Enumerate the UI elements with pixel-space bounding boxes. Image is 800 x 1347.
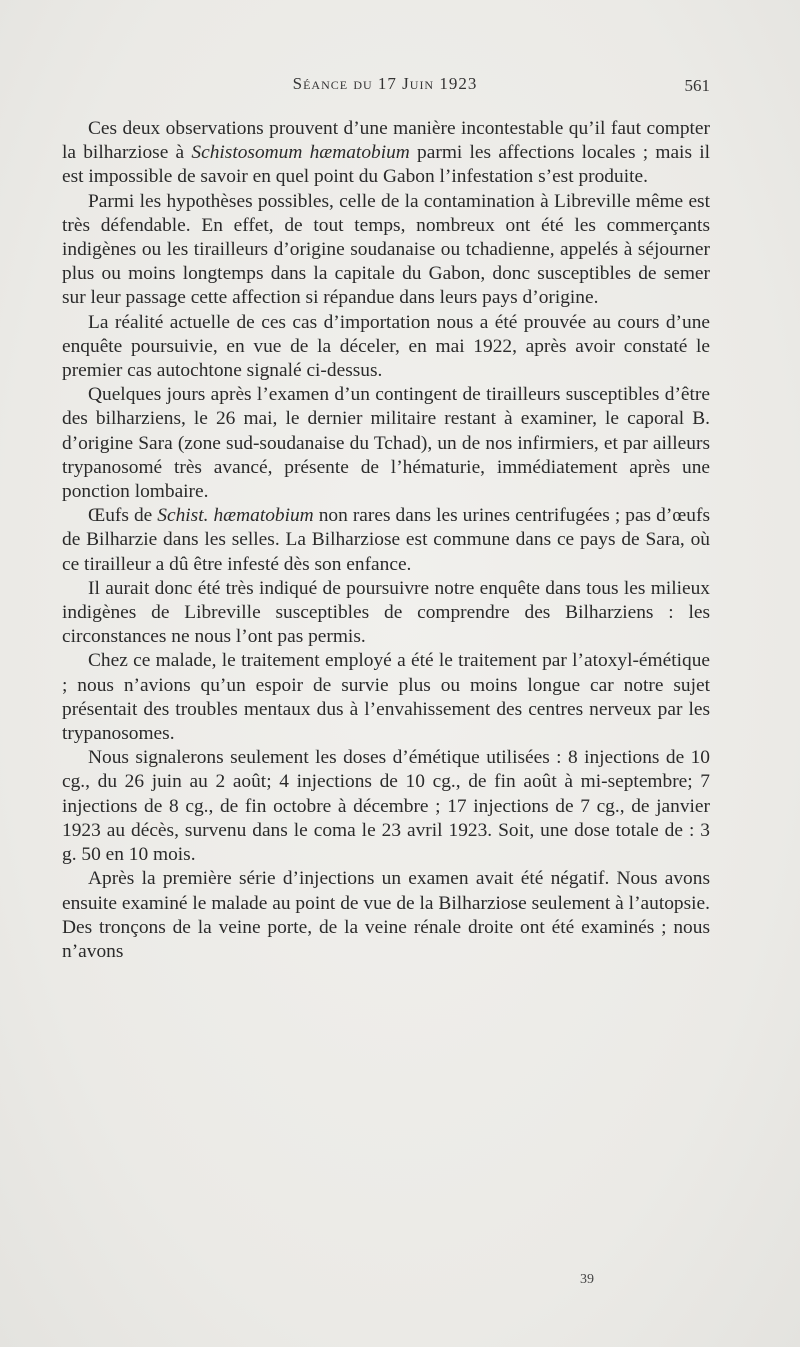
- italic-term: Schistosomum hæmatobium: [191, 142, 410, 164]
- italic-term: Schist. hæmatobium: [157, 505, 314, 527]
- paragraph: [62, 117, 710, 190]
- paragraph: [62, 311, 710, 384]
- paragraph: [62, 746, 710, 867]
- text-run: Il aurait donc été très indiqué de poursuivre notre enquête dans tous les milieux indigènes de Libreville susceptibles de comprendre des Bilharziens : les circonstances ne nous l’ont pas permis.: [62, 577, 710, 648]
- text-run: Après la première série d’injections un examen avait été négatif. Nous avons ensuite examiné le malade au point de vue de la Bilharziose seulement à l’autopsie. Des tronçons de la veine porte, de la veine rénale droite ont été examinés ; nous n’avons: [62, 868, 710, 962]
- text-run: Quelques jours après l’examen d’un contingent de tirailleurs susceptibles d’être des bilharziens, le 26 mai, le dernier militaire restant à examiner, le caporal B. d’origine Sara (zone sud-soudanaise du Tchad), un de nos infirmiers, et par ailleurs trypanosomé très avancé, présente de l’hématurie, immédiatement après une ponction lombaire.: [62, 384, 710, 503]
- paragraph: [62, 190, 710, 311]
- paragraph: [62, 649, 710, 746]
- body-text: [62, 117, 710, 964]
- paragraph: [62, 577, 710, 650]
- paragraph: [62, 383, 710, 504]
- text-run: Nous signalerons seulement les doses d’émétique utilisées : 8 injections de 10 cg., du 26 juin au 2 août; 4 injections de 10 cg., de fin août à mi-septembre; 7 injections de 8 cg., de fin octobre à décembre ; 17 injections de 7 cg., de janvier 1923 au décès, survenu dans le coma le 23 avril 1923. Soit, une dose totale de : 3 g. 50 en 10 mois.: [62, 747, 710, 866]
- text-run: Ces deux observations prouvent d’une manière incontestable qu’il faut compter la bilharziose à: [62, 118, 710, 164]
- page-header: [60, 74, 710, 104]
- text-run: parmi les affections locales ; mais il est impossible de savoir en quel point du Gabon l’infestation s’est produite.: [62, 142, 711, 188]
- paragraph: [62, 504, 710, 577]
- text-run: non rares dans les urines centrifugées ; pas d’œufs de Bilharzie dans les selles. La Bilharziose est commune dans ce pays de Sara, où ce tirailleur a dû être infesté dès son enfance.: [62, 505, 710, 575]
- text-run: La réalité actuelle de ces cas d’importation nous a été prouvée au cours d’une enquête poursuivie, en vue de la déceler, en mai 1922, après avoir constaté le premier cas autochtone signalé ci-dessus.: [62, 311, 710, 382]
- text-run: Parmi les hypothèses possibles, celle de la contamination à Libreville même est très défendable. En effet, de tout temps, nombreux ont été les commerçants indigènes ou les tirailleurs d’origine soudanaise ou tchadienne, appelés à séjourner plus ou moins longtemps dans la capitale du Gabon, donc susceptibles de semer sur leur passage cette affection si répandue dans leurs pays d’origine.: [62, 190, 710, 309]
- text-run: Œufs de: [88, 505, 158, 527]
- running-head: Séance du 17 Juin 1923: [292, 74, 478, 93]
- text-run: Chez ce malade, le traitement employé a été le traitement par l’atoxyl-émétique ; nous n’avions qu’un espoir de survie plus ou moins longue car notre sujet présentait des troubles mentaux dus à l’envahissement des centres nerveux par les trypanosomes.: [62, 650, 710, 745]
- paragraph: [62, 867, 710, 964]
- page-number: 561: [684, 76, 710, 95]
- signature-mark: 39: [580, 1272, 594, 1287]
